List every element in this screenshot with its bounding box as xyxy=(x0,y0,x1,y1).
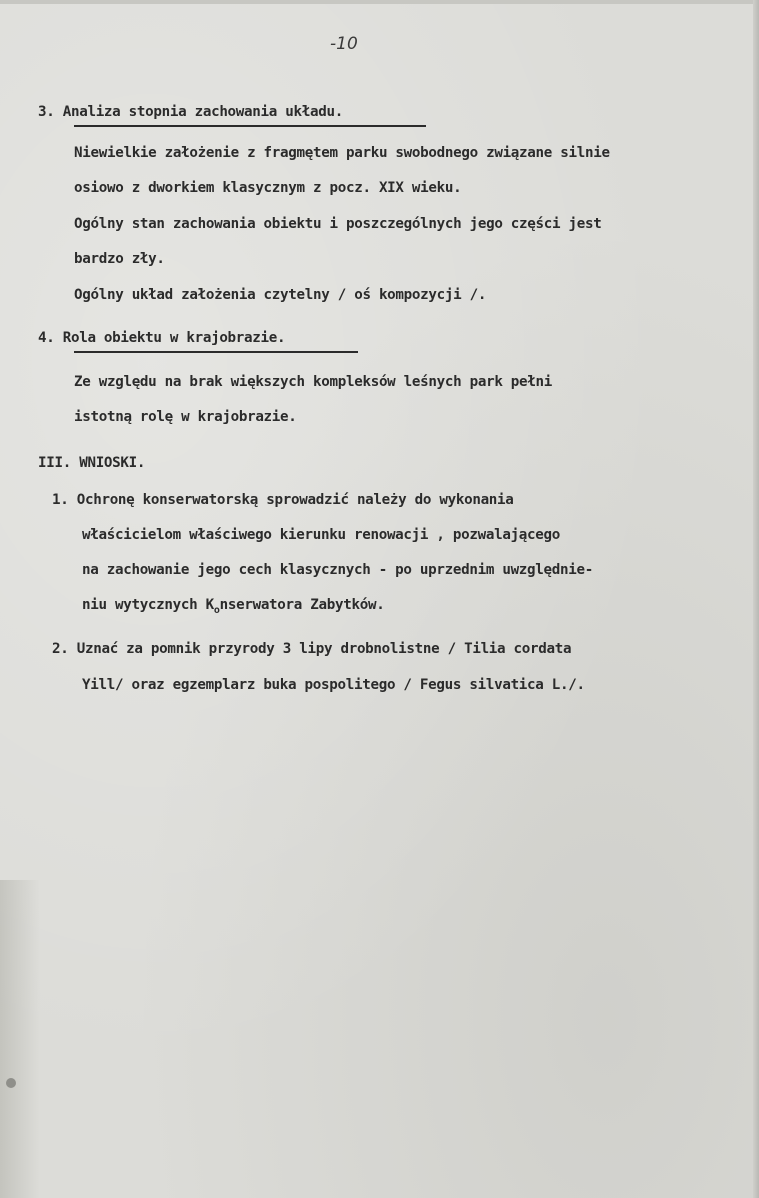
section-4-line-1: Ze względu na brak większych kompleksów leśnych park pełni xyxy=(74,374,553,390)
conclusion-1-line-4 xyxy=(82,597,385,616)
section-3-line-3: Ogólny stan zachowania obiektu i poszczególnych jego części jest xyxy=(74,216,602,232)
conclusion-1-line-1: 1. Ochronę konserwatorską sprowadzić należy do wykonania xyxy=(52,492,514,508)
conclusion-1-line-2: właścicielom właściwego kierunku renowacji , pozwalającego xyxy=(82,527,561,543)
conclusion-1-line-3: na zachowanie jego cech klasycznych - po uprzednim uwzględnie- xyxy=(82,562,593,578)
section-3-line-1: Niewielkie założenie z fragmętem parku swobodnego związane silnie xyxy=(74,145,610,161)
page-top-edge xyxy=(0,0,759,4)
page-left-shadow xyxy=(0,880,40,1198)
section-3-heading: 3. Analiza stopnia zachowania układu. xyxy=(38,104,343,120)
conclusion-1-subscript: o xyxy=(213,605,220,616)
section-4-line-2: istotną rolę w krajobrazie. xyxy=(74,409,297,425)
conclusion-1-line-4-end: nserwatora Zabytków. xyxy=(219,597,385,613)
section-4-heading-underline xyxy=(74,351,358,353)
section-3-heading-underline xyxy=(74,125,426,127)
section-3-line-5: Ogólny układ założenia czytelny / oś kompozycji /. xyxy=(74,287,487,303)
section-iii-heading: III. WNIOSKI. xyxy=(38,455,146,471)
section-3-line-2: osiowo z dworkiem klasycznym z pocz. XIX wieku. xyxy=(74,180,462,196)
section-3-line-4: bardzo zły. xyxy=(74,251,165,267)
conclusion-2-line-1: 2. Uznać za pomnik przyrody 3 lipy drobnolistne / Tilia cordata xyxy=(52,641,572,657)
page-number: -10 xyxy=(330,34,358,54)
conclusion-1-line-4-start: niu wytycznych K xyxy=(82,597,214,613)
page-right-edge xyxy=(753,0,759,1198)
section-4-heading: 4. Rola obiektu w krajobrazie. xyxy=(38,330,286,346)
binding-hole xyxy=(6,1078,16,1088)
conclusion-2-line-2: Yill/ oraz egzemplarz buka pospolitego / Fegus silvatica L./. xyxy=(82,677,585,693)
